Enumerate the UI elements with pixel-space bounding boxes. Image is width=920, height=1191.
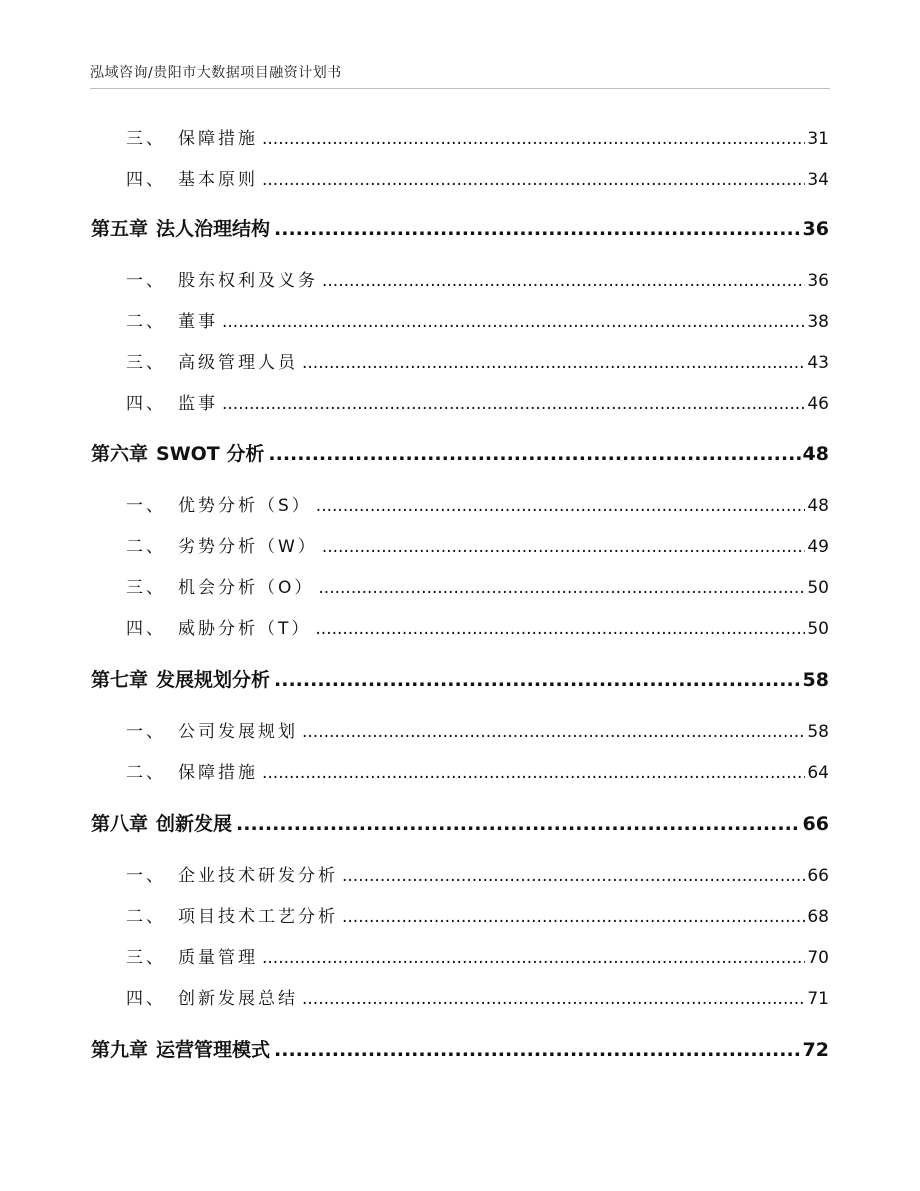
toc-dot-leader xyxy=(222,312,805,332)
toc-dot-leader xyxy=(236,813,801,835)
toc-entry-title: 法人治理结构 xyxy=(156,218,271,240)
toc-entry-number: 一、 xyxy=(126,271,166,291)
toc-entry-title: 高级管理人员 xyxy=(178,353,298,373)
toc-page-number: 50 xyxy=(807,619,829,639)
toc-chapter-entry[interactable] xyxy=(91,1035,829,1062)
toc-entry-number: 二、 xyxy=(126,537,166,557)
toc-page-number: 72 xyxy=(802,1039,829,1061)
toc-chapter-entry[interactable] xyxy=(91,214,829,241)
toc-section-entry[interactable] xyxy=(126,165,829,190)
toc-dot-leader xyxy=(262,763,805,783)
toc-section-entry[interactable] xyxy=(126,902,829,927)
toc-dot-leader xyxy=(268,443,800,465)
toc-page-number: 71 xyxy=(807,989,829,1009)
toc-dot-leader xyxy=(315,619,805,639)
toc-section-entry[interactable] xyxy=(126,943,829,968)
toc-section-entry[interactable] xyxy=(126,389,829,414)
toc-entry-number: 四、 xyxy=(126,989,166,1009)
toc-page-number: 48 xyxy=(807,496,829,516)
toc-entry-title: 企业技术研发分析 xyxy=(178,866,338,886)
toc-dot-leader xyxy=(302,722,805,742)
toc-page-number: 36 xyxy=(807,271,829,291)
toc-dot-leader xyxy=(262,948,805,968)
toc-page-number: 38 xyxy=(807,312,829,332)
toc-chapter-entry[interactable] xyxy=(91,809,829,836)
toc-entry-number: 一、 xyxy=(126,866,166,886)
toc-entry-title: 公司发展规划 xyxy=(178,722,298,742)
toc-entry-number: 四、 xyxy=(126,619,166,639)
toc-page-number: 46 xyxy=(807,394,829,414)
toc-page-number: 58 xyxy=(802,669,829,691)
document-header: 泓域咨询/贵阳市大数据项目融资计划书 xyxy=(90,65,342,81)
toc-entry-number: 一、 xyxy=(126,722,166,742)
toc-dot-leader xyxy=(262,129,805,149)
toc-entry-title: 董事 xyxy=(178,312,218,332)
toc-entry-title: 创新发展 xyxy=(156,813,233,835)
toc-entry-title: 质量管理 xyxy=(178,948,258,968)
toc-section-entry[interactable] xyxy=(126,124,829,149)
toc-dot-leader xyxy=(342,907,805,927)
toc-section-entry[interactable] xyxy=(126,573,829,598)
toc-entry-number: 二、 xyxy=(126,763,166,783)
toc-entry-number: 三、 xyxy=(126,948,166,968)
toc-entry-title: 威胁分析（T） xyxy=(178,619,312,639)
toc-dot-leader xyxy=(322,271,805,291)
toc-entry-title: 股东权利及义务 xyxy=(178,271,318,291)
toc-entry-title: 基本原则 xyxy=(178,170,258,190)
toc-page-number: 34 xyxy=(807,170,829,190)
toc-dot-leader xyxy=(222,394,805,414)
toc-entry-number: 第八章 xyxy=(91,813,149,835)
toc-page-number: 68 xyxy=(807,907,829,927)
toc-page-number: 43 xyxy=(807,353,829,373)
toc-entry-title: 劣势分析（W） xyxy=(178,537,318,557)
toc-entry-number: 第七章 xyxy=(91,669,149,691)
toc-section-entry[interactable] xyxy=(126,266,829,291)
toc-page-number: 48 xyxy=(802,443,829,465)
toc-section-entry[interactable] xyxy=(126,348,829,373)
toc-dot-leader xyxy=(274,1039,801,1061)
toc-entry-number: 四、 xyxy=(126,394,166,414)
toc-entry-title: 机会分析（O） xyxy=(178,578,315,598)
toc-entry-title: 优势分析（S） xyxy=(178,496,312,516)
toc-dot-leader xyxy=(342,866,805,886)
toc-page-number: 49 xyxy=(807,537,829,557)
toc-section-entry[interactable] xyxy=(126,307,829,332)
toc-entry-title: 运营管理模式 xyxy=(156,1039,271,1061)
toc-entry-number: 第九章 xyxy=(91,1039,149,1061)
toc-section-entry[interactable] xyxy=(126,532,829,557)
toc-section-entry[interactable] xyxy=(126,984,829,1009)
toc-entry-number: 三、 xyxy=(126,129,166,149)
toc-entry-number: 二、 xyxy=(126,312,166,332)
toc-entry-title: SWOT 分析 xyxy=(156,443,265,465)
toc-chapter-entry[interactable] xyxy=(91,439,829,466)
toc-section-entry[interactable] xyxy=(126,491,829,516)
toc-entry-number: 四、 xyxy=(126,170,166,190)
toc-dot-leader xyxy=(318,578,805,598)
toc-page-number: 36 xyxy=(802,218,829,240)
toc-entry-title: 保障措施 xyxy=(178,129,258,149)
toc-page-number: 70 xyxy=(807,948,829,968)
toc-page-number: 64 xyxy=(807,763,829,783)
toc-entry-number: 第六章 xyxy=(91,443,149,465)
toc-entry-number: 三、 xyxy=(126,578,166,598)
toc-page-number: 58 xyxy=(807,722,829,742)
toc-entry-number: 一、 xyxy=(126,496,166,516)
toc-dot-leader xyxy=(302,353,805,373)
toc-section-entry[interactable] xyxy=(126,758,829,783)
toc-page-number: 66 xyxy=(802,813,829,835)
toc-entry-number: 三、 xyxy=(126,353,166,373)
toc-dot-leader xyxy=(316,496,806,516)
toc-chapter-entry[interactable] xyxy=(91,665,829,692)
toc-dot-leader xyxy=(302,989,805,1009)
toc-entry-number: 第五章 xyxy=(91,218,149,240)
toc-dot-leader xyxy=(322,537,806,557)
toc-entry-number: 二、 xyxy=(126,907,166,927)
toc-dot-leader xyxy=(274,669,801,691)
toc-dot-leader xyxy=(274,218,801,240)
toc-page-number: 66 xyxy=(807,866,829,886)
toc-section-entry[interactable] xyxy=(126,614,829,639)
toc-entry-title: 监事 xyxy=(178,394,218,414)
toc-entry-title: 发展规划分析 xyxy=(156,669,271,691)
toc-entry-title: 保障措施 xyxy=(178,763,258,783)
toc-page-number: 50 xyxy=(807,578,829,598)
toc-dot-leader xyxy=(262,170,805,190)
toc-section-entry[interactable] xyxy=(126,717,829,742)
toc-section-entry[interactable] xyxy=(126,861,829,886)
toc-entry-title: 创新发展总结 xyxy=(178,989,298,1009)
toc-page-number: 31 xyxy=(807,129,829,149)
toc-entry-title: 项目技术工艺分析 xyxy=(178,907,338,927)
